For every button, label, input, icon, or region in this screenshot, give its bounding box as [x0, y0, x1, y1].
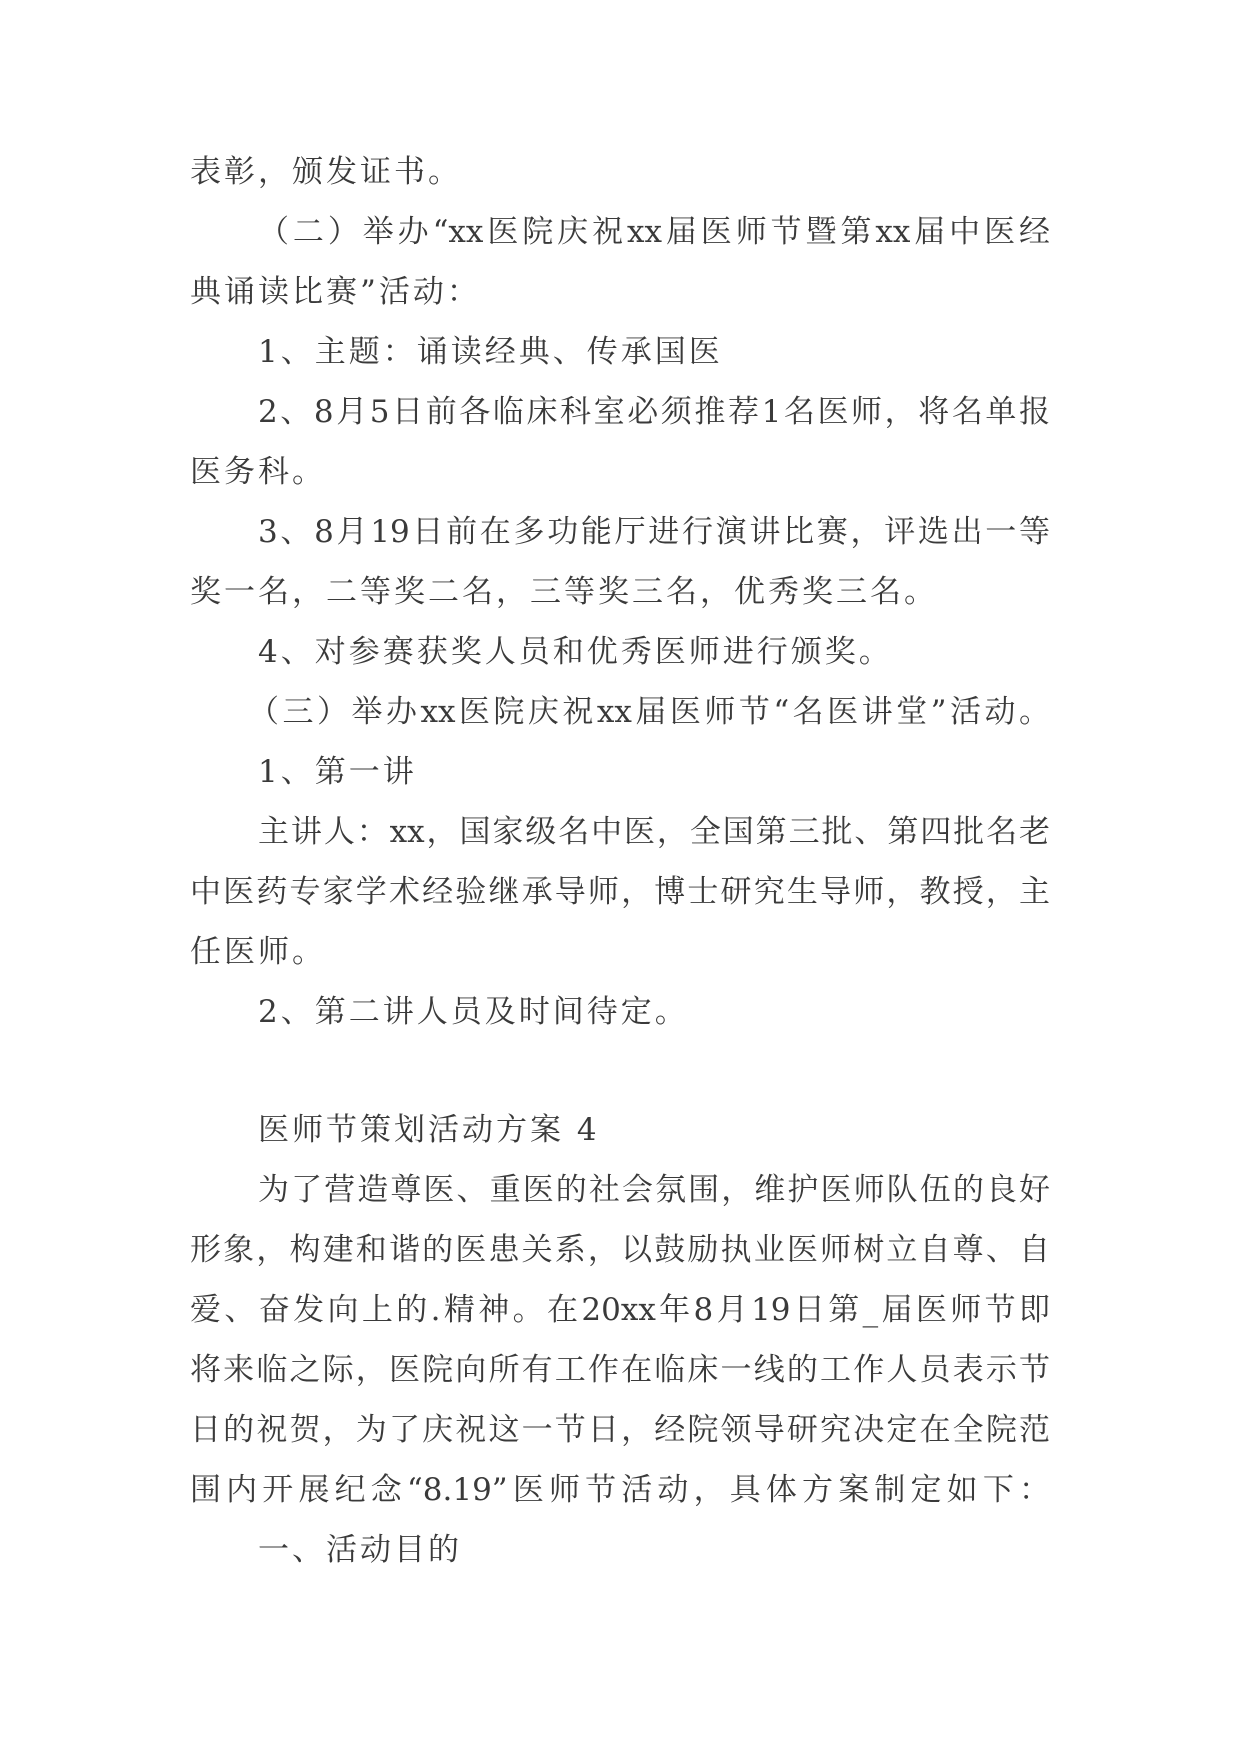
section-heading: 一、活动目的 [258, 1532, 462, 1568]
text-line: 主讲人：xx，国家级名中医，全国第三批、第四批名老 [258, 814, 1050, 850]
list-item: 3、8月19日前在多功能厅进行演讲比赛，评选出一等 [258, 514, 1050, 550]
text-line: 典诵读比赛”活动： [190, 274, 481, 310]
list-item: 2、第二讲人员及时间待定。 [258, 994, 689, 1030]
list-item: 4、对参赛获奖人员和优秀医师进行颁奖。 [258, 634, 893, 670]
text-line: 日的祝贺，为了庆祝这一节日，经院领导研究决定在全院范 [190, 1412, 1050, 1448]
text-line: 任医师。 [190, 934, 326, 970]
list-item: 2、8月5日前各临床科室必须推荐1名医师，将名单报 [258, 394, 1050, 430]
text-line: 医务科。 [190, 454, 326, 490]
text-line: 爱、奋发向上的.精神。在20xx年8月19日第_届医师节即 [190, 1292, 1050, 1328]
section-heading: （二）举办“xx医院庆祝xx届医师节暨第xx届中医经 [258, 214, 1050, 250]
text-line: 表彰，颁发证书。 [190, 154, 462, 190]
section-heading: （三）举办xx医院庆祝xx届医师节“名医讲堂”活动。 [248, 694, 1050, 730]
text-line: 围内开展纪念“8.19”医师节活动，具体方案制定如下： [190, 1472, 1050, 1508]
list-item: 1、主题：诵读经典、传承国医 [258, 334, 723, 370]
text-line: 中医药专家学术经验继承导师，博士研究生导师，教授，主 [190, 874, 1050, 910]
document-title: 医师节策划活动方案 4 [258, 1112, 600, 1148]
text-line: 将来临之际，医院向所有工作在临床一线的工作人员表示节 [190, 1352, 1050, 1388]
text-line: 为了营造尊医、重医的社会氛围，维护医师队伍的良好 [258, 1172, 1050, 1208]
text-line: 奖一名，二等奖二名，三等奖三名，优秀奖三名。 [190, 574, 938, 610]
text-line: 形象，构建和谐的医患关系，以鼓励执业医师树立自尊、自 [190, 1232, 1050, 1268]
list-item: 1、第一讲 [258, 754, 417, 790]
